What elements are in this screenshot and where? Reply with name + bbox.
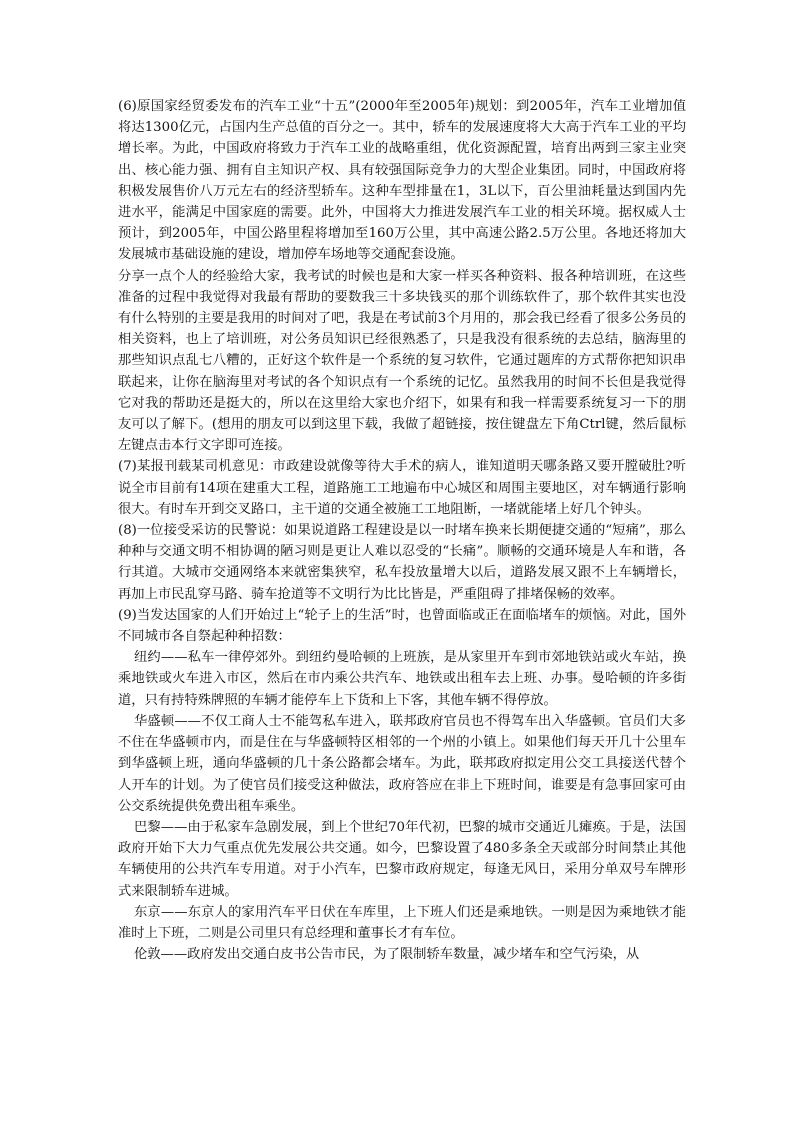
paragraph-london: 伦敦——政府发出交通白皮书公告市民，为了限制轿车数量，减少堵车和空气污染，从	[133, 947, 640, 963]
paragraph-share-experience: 分享一点个人的经验给大家，我考试的时候也是和大家一样买各种资料、报各种培训班，在这些准备的过程中我觉得对我最有帮助的要数我三十多块钱买的那个训练软件了，那个软件其实也没有什么特别的主要是我用的时间对了吧，我是在考试前3个月用的，那会我已经看了很多公务员的相关资料，也上了培训班，对公务员知识已经很熟悉了，只是我没有很系统的去总结，脑海里的那些知识点乱七八糟的，正好这个软件是一个系统的复习软件，它通过题库的方式帮你把知识串联起来，让你在脑海里对考试的各个知识点有一个系统的记忆。虽然我用的时间不长但是我觉得它对我的帮助还是挺大的，所以在这里给大家也介绍下，如果有和我一样需要系统复习一下的朋友可以了解下。(想用的朋友可以到这里下载，我做了超链接，按住键盘左下角Ctrl键，然后鼠标左键点击本行文字即可连接。	[118, 268, 686, 454]
paragraph-washington: 华盛顿——不仅工商人士不能驾私车进入，联邦政府官员也不得驾车出入华盛顿。官员们大多不住在华盛顿市内，而是住在与华盛顿特区相邻的一个州的小镇上。如果他们每天开几十公里车到华盛顿上班，通向华盛顿的几十条公路都会堵车。为此，联邦政府拟定用公交工具接送代替个人开车的计划。为了使官员们接受这种做法，政府答应在非上下班时间，谁要是有急事回家可由公交系统提供免费出租车乘坐。	[118, 713, 686, 814]
paragraph-new-york: 纽约——私车一律停郊外。到纽约曼哈顿的上班族，是从家里开车到市郊地铁站或火车站，换乘地铁或火车进入市区，然后在市内乘公共汽车、地铁或出租车去上班、办事。曼哈顿的许多街道，只有持特殊牌照的车辆才能停车上下货和上下客，其他车辆不得停放。	[118, 650, 686, 708]
paragraph-9: (9)当发达国家的人们开始过上“轮子上的生活”时，也曾面临或正在面临堵车的烦恼。对此，国外不同城市各自祭起种种招数：	[118, 607, 686, 645]
paragraph-tokyo: 东京——东京人的家用汽车平日伏在车库里，上下班人们还是乘地铁。一则是因为乘地铁才能准时上下班，二则是公司里只有总经理和董事长才有车位。	[118, 904, 686, 941]
paragraph-6: (6)原国家经贸委发布的汽车工业“十五”(2000年至2005年)规划：到2005年，汽车工业增加值将达1300亿元，占国内生产总值的百分之一。其中，轿车的发展速度将大大高于汽车工业的平均增长率。为此，中国政府将致力于汽车工业的战略重组，优化资源配置，培育出两到三家主业突出、核心能力强、拥有自主知识产权、具有较强国际竞争力的大型企业集团。同时，中国政府将积极发展售价八万元左右的经济型轿车。这种车型排量在1，3L以下，百公里油耗量达到国内先进水平，能满足中国家庭的需要。此外，中国将大力推进发展汽车工业的相关环境。据权威人士预计，到2005年，中国公路里程将增加至160万公里，其中高速公路2.5万公里。各地还将加大发展城市基础设施的建设，增加停车场地等交通配套设施。	[118, 99, 686, 263]
paragraph-8: (8)一位接受采访的民警说：如果说道路工程建设是以一时堵车换来长期便捷交通的“短痛”，那么种种与交通文明不相协调的陋习则是更让人难以忍受的“长痛”。顺畅的交通环境是人车和谐，各行其道。大城市交通网络本来就密集狭窄，私车投放量增大以后，道路发展又跟不上车辆增长，再加上市民乱穿马路、骑车抢道等不文明行为比比皆是，严重阻碍了排堵保畅的效率。	[118, 523, 686, 602]
document-body	[118, 96, 686, 965]
paragraph-7: (7)某报刊载某司机意见：市政建设就像等待大手术的病人，谁知道明天哪条路又要开膛破肚?听说全市目前有14项在建重大工程，道路施工工地遍布中心城区和周围主要地区，对车辆通行影响很大。有时车开到交叉路口，主干道的交通全被施工工地阻断，一堵就能堵上好几个钟头。	[118, 459, 686, 517]
paragraph-paris: 巴黎——由于私家车急剧发展，到上个世纪70年代初，巴黎的城市交通近儿瘫痪。于是，法国政府开始下大力气重点优先发展公共交通。如今，巴黎设置了480多条全天或部分时间禁止其他车辆使用的公共汽车专用道。对于小汽车，巴黎市政府规定，每逢无风日，采用分单双号车牌形式来限制轿车进城。	[118, 819, 686, 899]
